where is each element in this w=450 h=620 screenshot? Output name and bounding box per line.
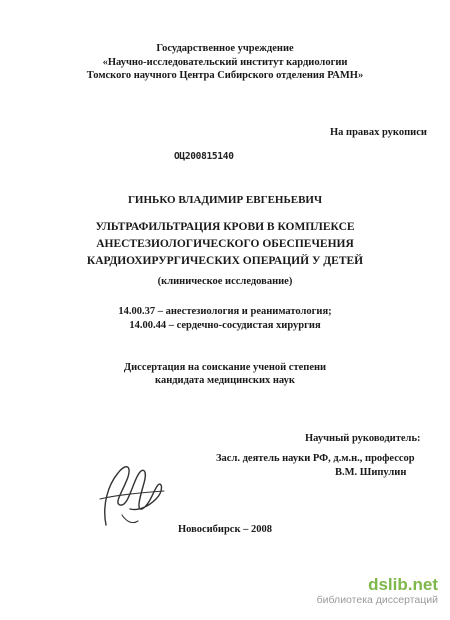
watermark-logo: dslib.net	[368, 575, 438, 594]
study-type: (клиническое исследование)	[157, 276, 293, 287]
specialty-1: 14.00.37 – анестезиология и реаниматология;	[118, 306, 332, 317]
institution-line-2: «Научно-исследовательский институт кардиологии	[102, 57, 348, 68]
place-year: Новосибирск – 2008	[177, 524, 273, 535]
supervisor-name: В.М. Шипулин	[335, 467, 407, 478]
dslib-watermark	[317, 576, 438, 607]
specialty-2: 14.00.44 – сердечно-сосудистая хирургия	[129, 320, 321, 331]
rights-note: На правах рукописи	[330, 127, 427, 138]
institution-line-1: Государственное учреждение	[156, 43, 294, 54]
watermark-subtitle: библиотека диссертаций	[316, 594, 438, 606]
supervisor-title: Засл. деятель науки РФ, д.м.н., профессор	[216, 453, 415, 464]
handwritten-signature	[92, 455, 174, 531]
author-name: ГИНЬКО ВЛАДИМИР ЕВГЕНЬЕВИЧ	[127, 194, 323, 206]
institution-line-3: Томского научного Центра Сибирского отделения РАМН»	[86, 70, 364, 81]
title-line-2: АНЕСТЕЗИОЛОГИЧЕСКОГО ОБЕСПЕЧЕНИЯ	[96, 238, 354, 250]
supervisor-label: Научный руководитель:	[305, 433, 421, 444]
title-line-3: КАРДИОХИРУРГИЧЕСКИХ ОПЕРАЦИЙ У ДЕТЕЙ	[86, 255, 364, 267]
library-stamp: ОЦ200815140	[174, 151, 234, 162]
title-line-1: УЛЬТРАФИЛЬТРАЦИЯ КРОВИ В КОМПЛЕКСЕ	[95, 221, 355, 233]
degree-line-2: кандидата медицинских наук	[155, 375, 295, 386]
degree-line-1: Диссертация на соискание ученой степени	[123, 362, 327, 373]
